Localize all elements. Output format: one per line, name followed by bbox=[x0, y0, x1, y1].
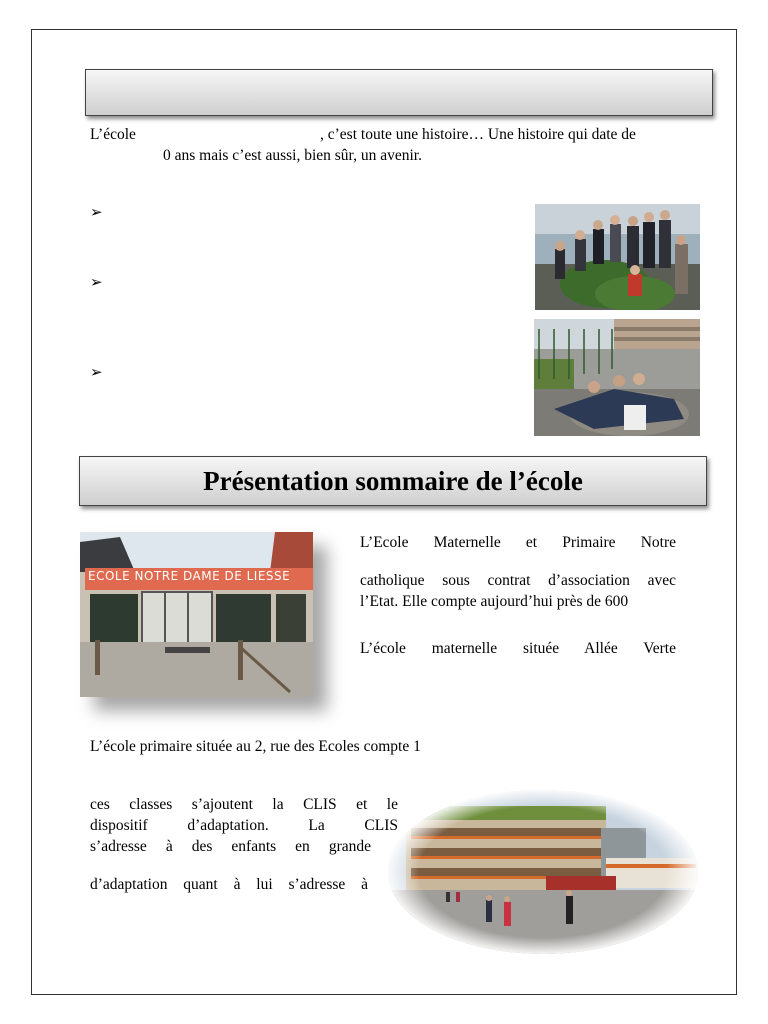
section-title-banner bbox=[79, 456, 707, 506]
school-entrance-photo bbox=[80, 532, 313, 697]
top-banner bbox=[85, 69, 713, 116]
primary-school-line: L’école primaire située au 2, rue des Ecoles compte 1 bbox=[90, 738, 421, 755]
presentation-line3: l’Etat. Elle compte aujourd’hui près de 600 bbox=[360, 593, 629, 610]
students-resting-photo bbox=[534, 319, 700, 436]
students-group-photo bbox=[535, 204, 700, 310]
clis-line3: s’adresse à des enfants en grande bbox=[90, 838, 371, 855]
presentation-line1: L’Ecole Maternelle et Primaire Notre bbox=[360, 534, 676, 551]
presentation-line2: catholique sous contrat d’association avec bbox=[360, 572, 676, 589]
bullet-arrow-2: ➢ bbox=[90, 275, 103, 291]
intro-line2: 0 ans mais c’est aussi, bien sûr, un avenir. bbox=[163, 147, 422, 164]
section-title: Présentation sommaire de l’école bbox=[203, 466, 583, 496]
bullet-arrow-1: ➢ bbox=[90, 205, 103, 221]
clis-line2: dispositif d’adaptation. La CLIS bbox=[90, 817, 398, 834]
clis-line1: ces classes s’ajoutent la CLIS et le bbox=[90, 796, 398, 813]
bullet-arrow-3: ➢ bbox=[90, 365, 103, 381]
intro-line1-left: L’école bbox=[90, 126, 136, 143]
school-sign-text: ECOLE NOTRE DAME DE LIESSE bbox=[88, 569, 291, 583]
presentation-line4: L’école maternelle située Allée Verte bbox=[360, 640, 676, 657]
clis-line4: d’adaptation quant à lui s’adresse à bbox=[90, 876, 368, 893]
primary-school-oval-photo bbox=[386, 788, 700, 956]
intro-line1-right: , c’est toute une histoire… Une histoire qui date de bbox=[320, 126, 636, 143]
